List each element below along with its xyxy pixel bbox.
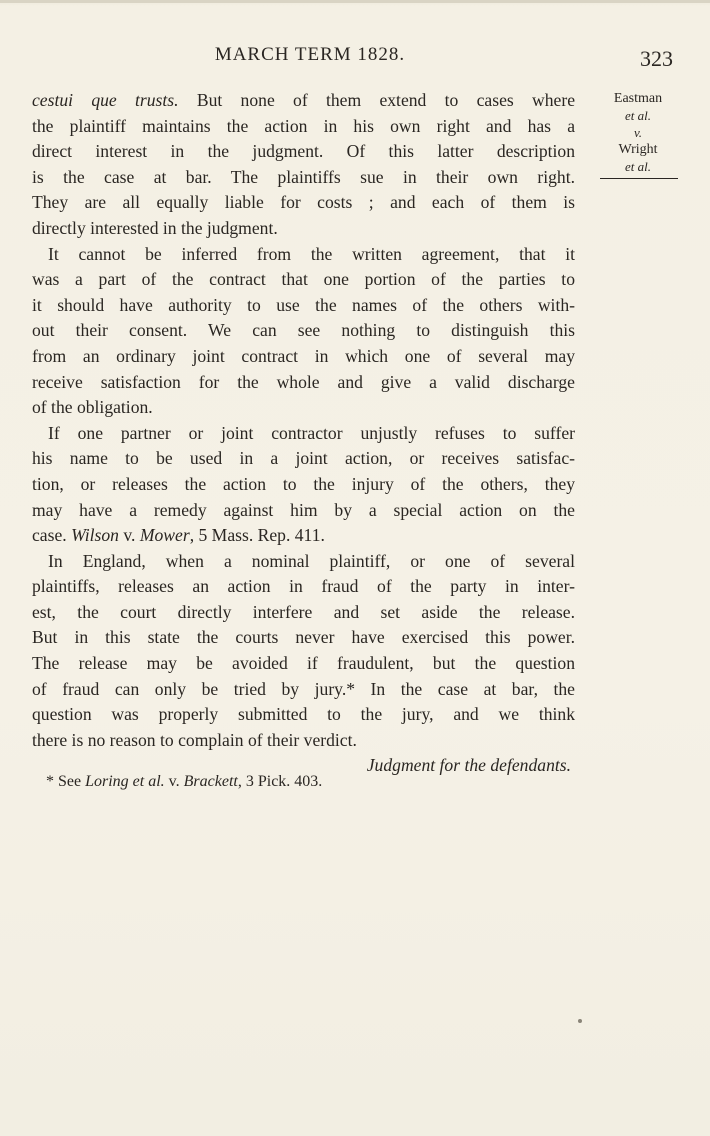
text-line: If one partner or joint contractor unjustly refuses to suffer bbox=[48, 422, 575, 443]
side-note-et-al-2: et al. bbox=[625, 159, 651, 174]
text-line: was a part of the contract that one portion of the parties to bbox=[32, 269, 575, 290]
text-line: from an ordinary joint contract in which one of several may bbox=[32, 345, 575, 366]
citation: , 5 Mass. Rep. 411. bbox=[189, 525, 325, 546]
side-note-rule bbox=[600, 178, 678, 179]
text-line: there is no reason to complain of their verdict. bbox=[32, 729, 357, 750]
side-note-et-al-1: et al. bbox=[625, 108, 651, 123]
text-line: plaintiffs, releases an action in fraud of the party in inter- bbox=[32, 576, 575, 597]
text-line: question was properly submitted to the jury, and we think bbox=[32, 704, 575, 725]
page-number: 323 bbox=[640, 46, 673, 71]
running-head: MARCH TERM 1828. bbox=[214, 44, 406, 65]
case-name: Loring et al. bbox=[85, 773, 165, 790]
text-line: But in this state the courts never have exercised this power. bbox=[32, 627, 575, 648]
text-line: it should have authority to use the names of the others with- bbox=[32, 294, 575, 315]
paper-speck bbox=[578, 1019, 582, 1023]
side-note-versus: v. bbox=[633, 125, 643, 140]
case-name: Mower bbox=[139, 525, 190, 546]
text-line: tion, or releases the action to the injury of the others, they bbox=[32, 473, 575, 494]
text-line: est, the court directly interfere and set aside the release. bbox=[32, 601, 575, 622]
text-line: is the case at bar. The plaintiffs sue in their own right. bbox=[32, 166, 575, 187]
opinion-text bbox=[32, 88, 575, 779]
italic-term: cestui que trusts. bbox=[32, 90, 179, 110]
judgment-line: Judgment for the defendants. bbox=[366, 755, 571, 776]
case-name: Wilson bbox=[71, 525, 119, 546]
text-line: The release may be avoided if fraudulent, but the question bbox=[32, 653, 575, 674]
text-line: directly interested in the judgment. bbox=[32, 217, 278, 238]
text-run: case. bbox=[32, 525, 72, 546]
text-line: out their consent. We can see nothing to distinguish this bbox=[32, 320, 575, 341]
footnote bbox=[46, 773, 322, 791]
case-name: Brackett bbox=[183, 773, 238, 790]
text-run: But none of them extend to cases where bbox=[178, 90, 576, 110]
text-run: v. bbox=[118, 525, 140, 546]
case-side-note bbox=[592, 90, 684, 179]
text-line bbox=[32, 523, 575, 549]
text-line bbox=[32, 88, 575, 114]
footnote-marker: * See bbox=[46, 773, 86, 790]
side-note-party2: Wright bbox=[618, 142, 658, 157]
text-line: may have a remedy against him by a special action on the bbox=[32, 499, 575, 520]
text-run: v. bbox=[164, 773, 184, 790]
text-line: receive satisfaction for the whole and give a valid discharge bbox=[32, 371, 575, 392]
text-line: They are all equally liable for costs ; and each of them is bbox=[32, 192, 575, 213]
text-line: It cannot be inferred from the written agreement, that it bbox=[48, 243, 575, 264]
citation: , 3 Pick. 403. bbox=[237, 773, 323, 790]
text-line: of the obligation. bbox=[32, 397, 153, 418]
side-note-party1: Eastman bbox=[613, 91, 663, 106]
text-line: of fraud can only be tried by jury.* In the case at bar, the bbox=[32, 678, 575, 699]
text-line: direct interest in the judgment. Of this latter description bbox=[32, 141, 575, 162]
text-line: his name to be used in a joint action, or receives satisfac- bbox=[32, 448, 575, 469]
text-line: In England, when a nominal plaintiff, or one of several bbox=[48, 550, 575, 571]
text-line: the plaintiff maintains the action in his own right and has a bbox=[32, 115, 575, 136]
